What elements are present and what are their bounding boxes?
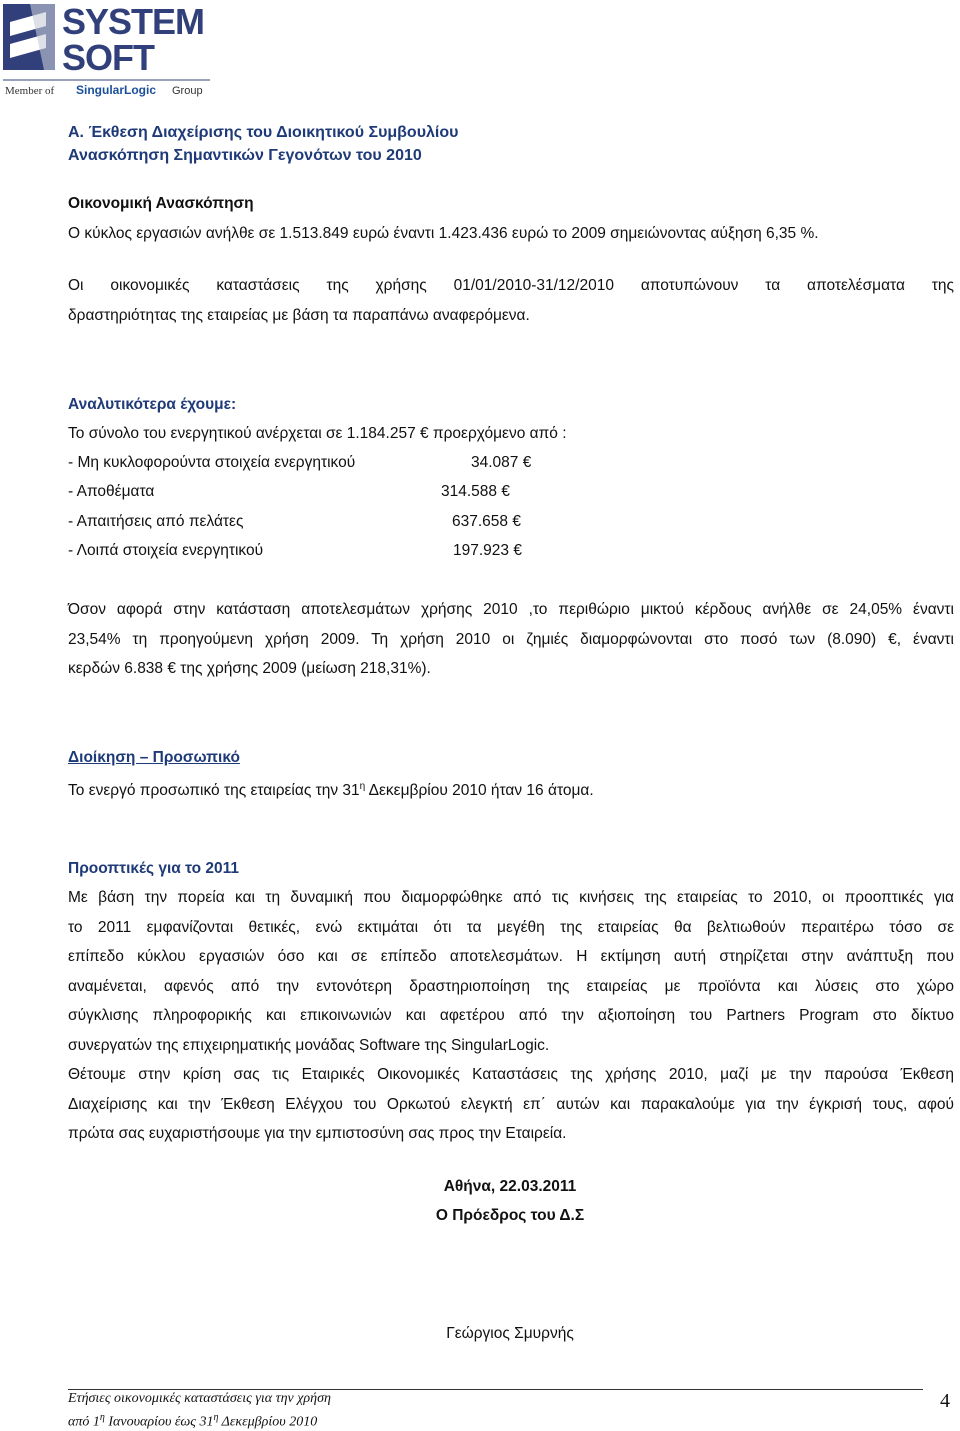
outlook-line: Με βάση την πορεία και τη δυναμική που διαμορφώθηκε από τις κινήσεις της εταιρείας το 2010, οι προοπτικές για	[68, 889, 954, 906]
details-heading: Αναλυτικότερα έχουμε:	[68, 396, 237, 413]
financial-heading: Οικονομική Ανασκόπηση	[68, 195, 254, 212]
report-title: Α. Έκθεση Διαχείρισης του Διοικητικού Συμβουλίου	[68, 124, 459, 141]
closing-line: Θέτουμε στην κρίση σας τις Εταιρικές Οικονομικές Καταστάσεις της χρήσης 2010, μαζί με την παρούσα Έκθεση	[68, 1066, 954, 1083]
total-assets-text: Το σύνολο του ενεργητικού ανέρχεται σε 1.184.257 € προερχόμενο από :	[68, 425, 567, 442]
outlook-line: σύγκλισης πληροφορικής και επικοινωνιών και αφετέρου από την αξιοποίηση του Partners Program στο δίκτυο	[68, 1007, 954, 1024]
signatory-role: Ο Πρόεδρος του Δ.Σ	[435, 1207, 585, 1224]
statements-line-1: Οι οικονομικές καταστάσεις της χρήσης 01/01/2010-31/12/2010 αποτυπώνουν τα αποτελέσματα της	[68, 277, 954, 294]
outlook-line: το 2011 εμφανίζονται θετικές, ενώ εκτιμάται ότι τα μεγέθη της εταιρείας θα βελτιωθούν περαιτέρω τόσο σε	[68, 919, 954, 936]
logo-member-of: Member of	[5, 85, 55, 97]
results-line-1: Όσον αφορά στην κατάσταση αποτελεσμάτων χρήσης 2010 ,το περιθώριο μικτού κέρδους ανήλθε σε 24,05% έναντι	[68, 601, 954, 618]
asset-item-value: 637.658 €	[452, 513, 521, 530]
report-subtitle: Ανασκόπηση Σημαντικών Γεγονότων του 2010	[68, 147, 422, 164]
asset-item-label: - Μη κυκλοφορούντα στοιχεία ενεργητικού	[68, 454, 356, 471]
footer-line-1: Ετήσιες οικονομικές καταστάσεις για την χρήση	[68, 1391, 331, 1406]
logo-line2: SOFT	[62, 37, 154, 78]
signatory-name: Γεώργιος Σμυρνής	[446, 1325, 574, 1342]
logo-singular: SingularLogic	[76, 83, 157, 97]
results-line-2: 23,54% τη προηγούμενη χρήση 2009. Τη χρήση 2010 οι ζημιές διαμορφώνονται στο ποσό των (8.090) €, έναντι	[68, 631, 954, 648]
results-line-3: κερδών 6.838 € της χρήσης 2009 (μείωση 218,31%).	[68, 660, 431, 677]
outlook-line: αναμένεται, αφενός από την εντονότερη δραστηριοποίηση της εταιρείας με προϊόντα και λύσεις στο χώρο	[68, 978, 954, 995]
outlook-line: συνεργατών της επιχειρηματικής μονάδας Software της SingularLogic.	[68, 1037, 550, 1054]
statements-line-2: δραστηριότητας της εταιρείας με βάση τα παραπάνω αναφερόμενα.	[68, 307, 530, 324]
outlook-line: επίπεδο κύκλου εργασιών όσο και σε επίπεδο αποτελεσμάτων. Η εκτίμηση αυτή στηρίζεται στην ανάπτυξη που	[68, 948, 954, 965]
asset-item-label: - Λοιπά στοιχεία ενεργητικού	[68, 542, 264, 559]
footer-divider	[68, 1389, 923, 1390]
asset-item-value: 34.087 €	[471, 454, 532, 471]
outlook-heading: Προοπτικές για το 2011	[68, 860, 240, 877]
asset-item-label: - Αποθέματα	[68, 483, 155, 500]
page-number: 4	[940, 1390, 950, 1412]
company-logo	[0, 0, 215, 100]
logo-group: Group	[172, 85, 203, 97]
place-date: Αθήνα, 22.03.2011	[443, 1178, 577, 1195]
closing-line: Διαχείρισης και την Έκθεση Ελέγχου του Ορκωτού ελεγκτή επ΄ αυτών και παρακαλούμε για την έγκρισή τους, αφού	[68, 1096, 954, 1113]
asset-item-label: - Απαιτήσεις από πελάτες	[68, 513, 244, 530]
turnover-text: Ο κύκλος εργασιών ανήλθε σε 1.513.849 ευρώ έναντι 1.423.436 ευρώ το 2009 σημειώνοντας αύξηση 6,35 %.	[68, 225, 819, 242]
logo-line1: SYSTEM	[62, 1, 205, 42]
staff-text: Το ενεργό προσωπικό της εταιρείας την $31^\eta$ Δεκεμβρίου 2010 ήταν 16 άτομα.	[68, 781, 594, 800]
closing-line: πρώτα σας ευχαριστήσουμε για την εμπιστοσύνη σας προς την Εταιρεία.	[68, 1125, 567, 1142]
asset-item-value: 314.588 €	[441, 483, 510, 500]
staff-heading: Διοίκηση – Προσωπικό	[68, 749, 240, 766]
asset-item-value: 197.923 €	[453, 542, 522, 559]
logo-emblem	[3, 4, 55, 70]
footer-line-2: από $1^\eta$ Ιανουαρίου έως $31^\eta$ Δεκεμβρίου 2010	[68, 1412, 318, 1430]
